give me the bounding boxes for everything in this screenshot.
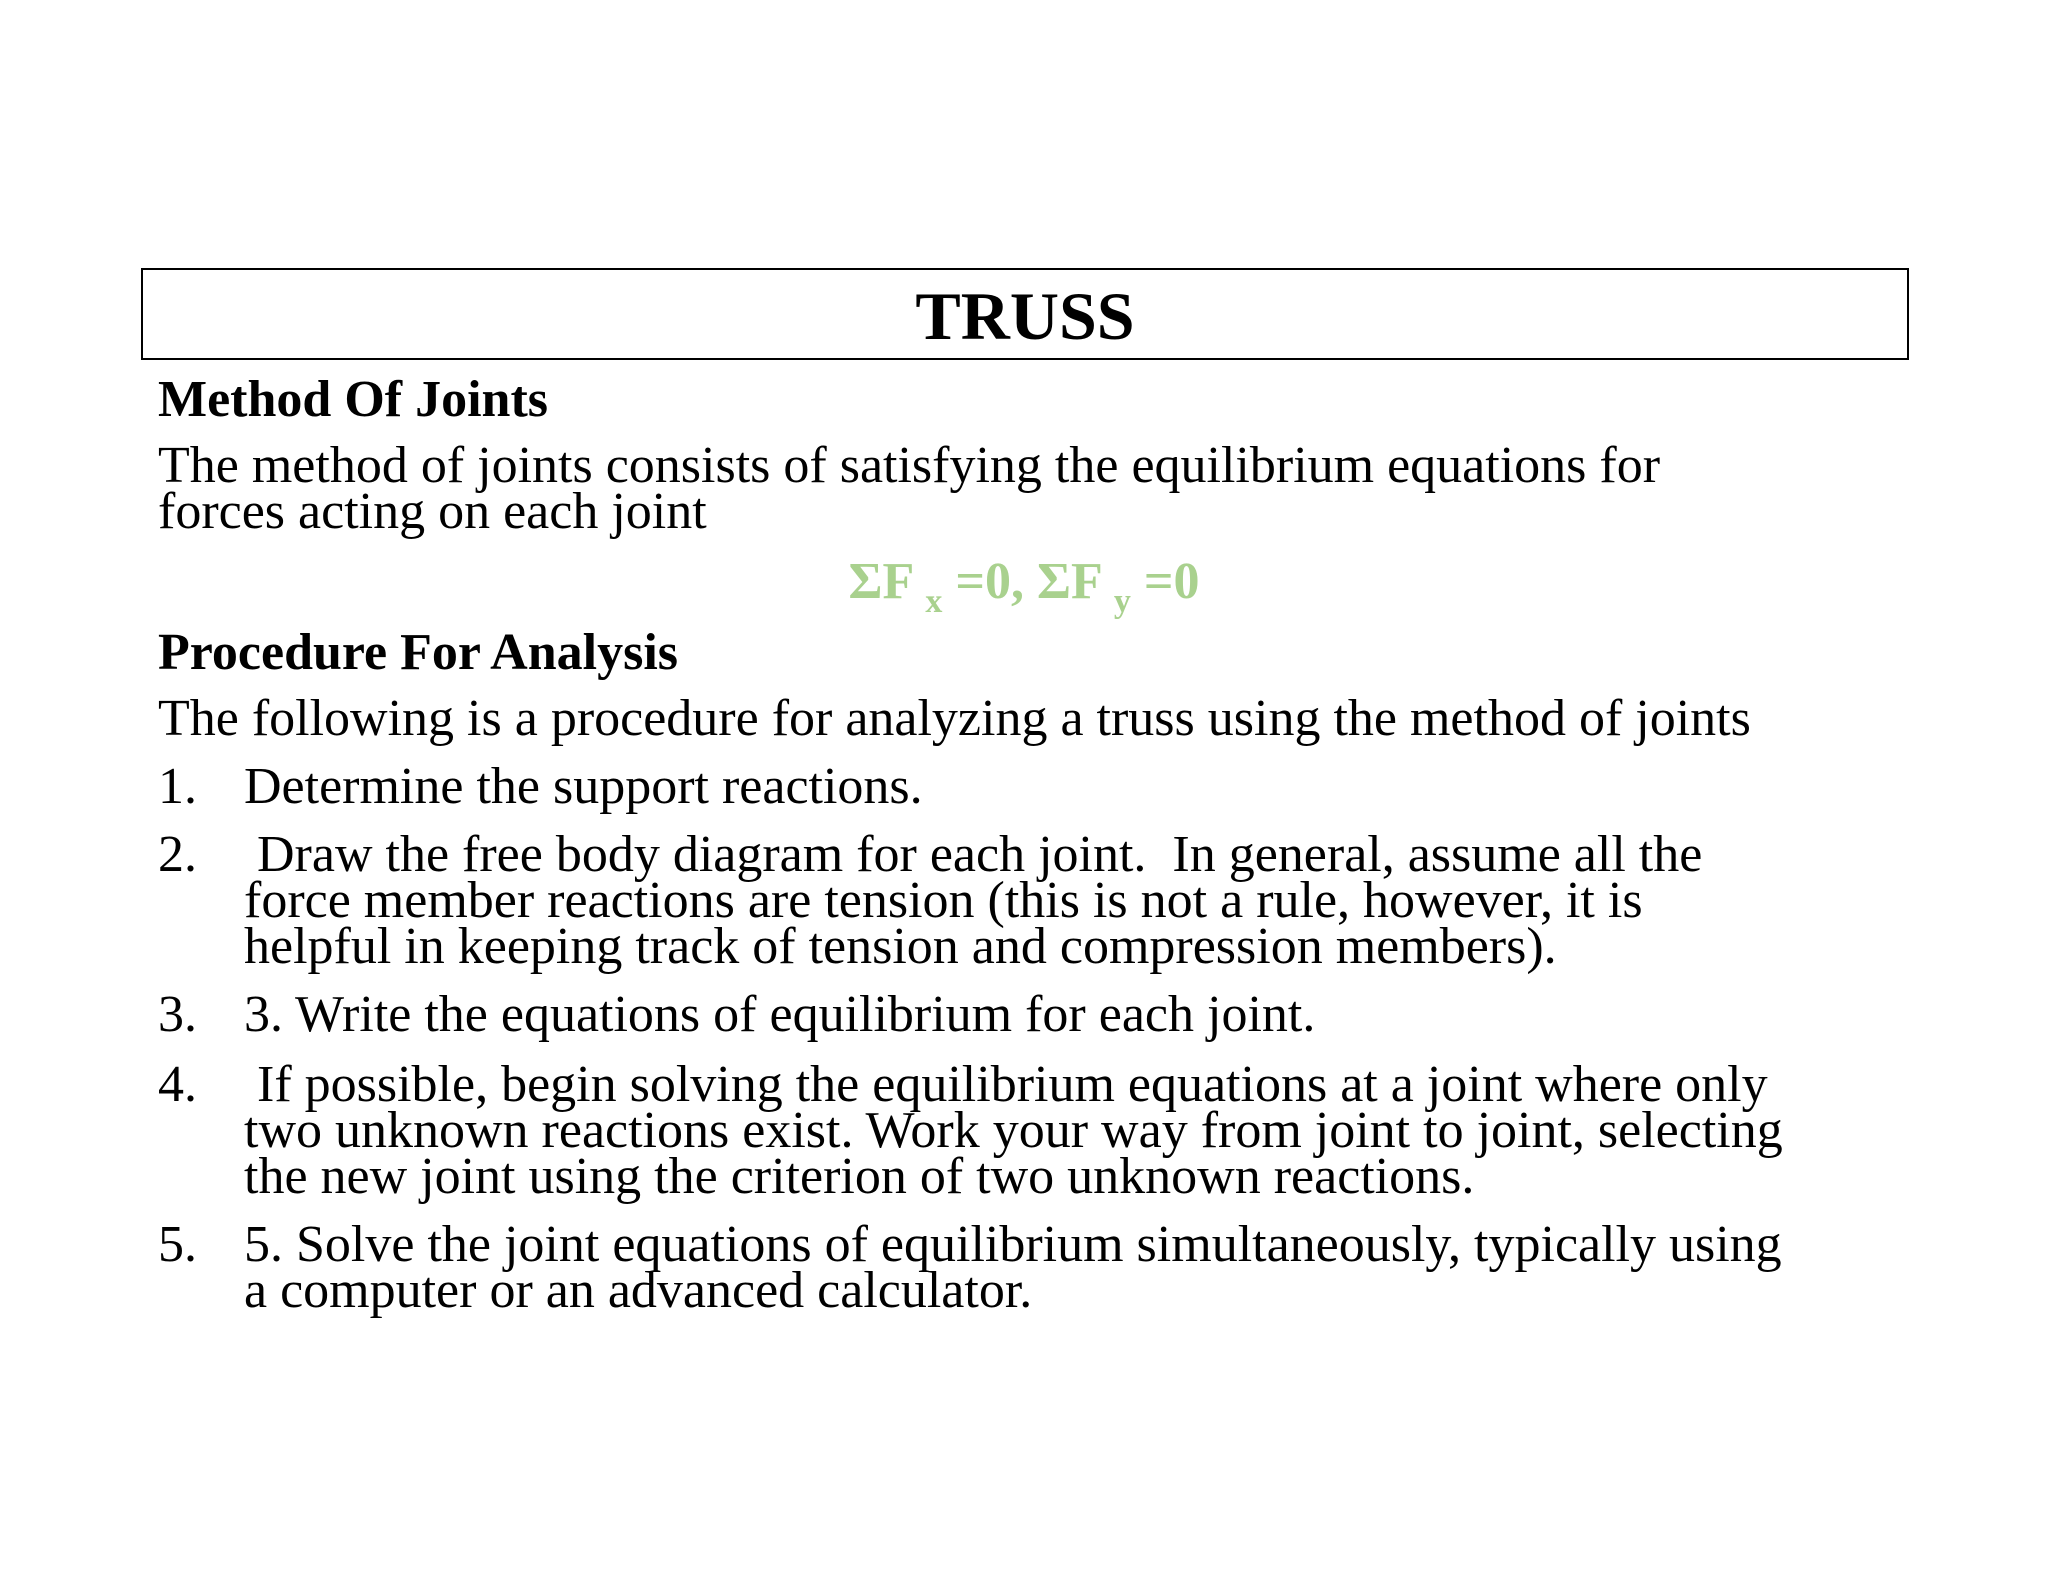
- section-heading-procedure: Procedure For Analysis: [158, 624, 678, 681]
- equilibrium-equation: [0, 552, 2048, 618]
- list-line: If possible, begin solving the equilibrium equations at a joint where only: [244, 1056, 1768, 1113]
- page-title: TRUSS: [915, 278, 1135, 354]
- list-line: the new joint using the criterion of two unknown reactions.: [244, 1148, 1475, 1205]
- procedure-intro: The following is a procedure for analyzing a truss using the method of joints: [158, 690, 1751, 747]
- equation-part: =0: [1130, 553, 1200, 610]
- paragraph-line: The method of joints consists of satisfying the equilibrium equations for: [158, 437, 1661, 494]
- list-line: two unknown reactions exist. Work your way from joint to joint, selecting: [244, 1102, 1783, 1159]
- list-number: 2.: [158, 826, 197, 883]
- equation-part: ΣF: [848, 553, 926, 610]
- list-number: 5.: [158, 1216, 197, 1273]
- equation-part: =0, ΣF: [942, 553, 1114, 610]
- list-line: force member reactions are tension (this is not a rule, however, it is: [244, 872, 1643, 929]
- list-line: a computer or an advanced calculator.: [244, 1262, 1033, 1319]
- list-line: Determine the support reactions.: [244, 758, 923, 815]
- list-number: 1.: [158, 758, 197, 815]
- equation-subscript-y: y: [1113, 583, 1131, 620]
- list-number: 3.: [158, 986, 197, 1043]
- list-line: 3. Write the equations of equilibrium for each joint.: [244, 986, 1316, 1043]
- list-number: 4.: [158, 1056, 197, 1113]
- list-line: Draw the free body diagram for each joint. In general, assume all the: [244, 826, 1703, 883]
- list-line: 5. Solve the joint equations of equilibrium simultaneously, typically using: [244, 1216, 1782, 1273]
- paragraph-line: forces acting on each joint: [158, 483, 707, 540]
- list-line: helpful in keeping track of tension and compression members).: [244, 918, 1557, 975]
- title-box: [141, 268, 1909, 360]
- equation-subscript-x: x: [925, 583, 943, 620]
- section-heading-method-of-joints: Method Of Joints: [158, 371, 548, 428]
